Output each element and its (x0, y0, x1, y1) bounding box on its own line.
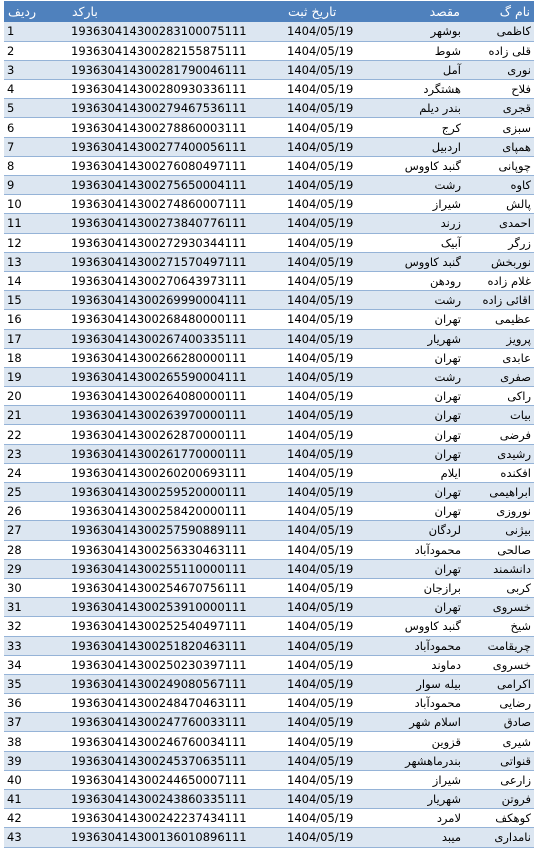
cell-date: 1404/05/19 (284, 732, 368, 751)
cell-row-number: 9 (4, 176, 68, 195)
cell-row-number: 26 (4, 502, 68, 521)
table-row[interactable] (4, 694, 534, 713)
cell-row-number: 7 (4, 137, 68, 156)
table-row[interactable] (4, 367, 534, 386)
cell-destination: رشت (368, 176, 464, 195)
cell-date: 1404/05/19 (284, 502, 368, 521)
cell-date: 1404/05/19 (284, 444, 368, 463)
cell-destination: تهران (368, 444, 464, 463)
cell-row-number: 33 (4, 636, 68, 655)
cell-barcode: 193630414300268480000111 (68, 310, 284, 329)
table-row[interactable] (4, 732, 534, 751)
table-row[interactable] (4, 41, 534, 60)
cell-date: 1404/05/19 (284, 60, 368, 79)
cell-destination: شهریار (368, 790, 464, 809)
table-row[interactable] (4, 790, 534, 809)
cell-destination: تهران (368, 598, 464, 617)
cell-name: چوپانی (464, 156, 534, 175)
cell-row-number: 42 (4, 809, 68, 828)
cell-row-number: 25 (4, 483, 68, 502)
table-row[interactable] (4, 329, 534, 348)
cell-barcode: 193630414300271570497111 (68, 252, 284, 271)
cell-row-number: 29 (4, 559, 68, 578)
cell-barcode: 193630414300251820463111 (68, 636, 284, 655)
table-row[interactable] (4, 291, 534, 310)
cell-row-number: 31 (4, 598, 68, 617)
cell-destination: لردگان (368, 521, 464, 540)
cell-name: صادق (464, 713, 534, 732)
cell-date: 1404/05/19 (284, 252, 368, 271)
cell-name: شیری (464, 732, 534, 751)
cell-barcode: 193630414300265590004111 (68, 367, 284, 386)
cell-date: 1404/05/19 (284, 233, 368, 252)
cell-barcode: 193630414300253910000111 (68, 598, 284, 617)
cell-date: 1404/05/19 (284, 809, 368, 828)
cell-row-number: 36 (4, 694, 68, 713)
cell-destination: برازجان (368, 578, 464, 597)
cell-barcode: 193630414300272930344111 (68, 233, 284, 252)
cell-destination: تهران (368, 483, 464, 502)
cell-destination: رشت (368, 291, 464, 310)
cell-barcode: 193630414300259520000111 (68, 483, 284, 502)
cell-name: صفری (464, 367, 534, 386)
cell-row-number: 28 (4, 540, 68, 559)
cell-destination: شهریار (368, 329, 464, 348)
cell-name: کوهکف (464, 809, 534, 828)
cell-date: 1404/05/19 (284, 598, 368, 617)
table-row[interactable] (4, 348, 534, 367)
table-row[interactable] (4, 310, 534, 329)
cell-date: 1404/05/19 (284, 463, 368, 482)
cell-barcode: 193630414300274860007111 (68, 195, 284, 214)
cell-row-number: 23 (4, 444, 68, 463)
cell-row-number: 16 (4, 310, 68, 329)
cell-destination: اسلام شهر (368, 713, 464, 732)
cell-name: نوری (464, 60, 534, 79)
cell-barcode: 193630414300252540497111 (68, 617, 284, 636)
cell-destination: بوشهر (368, 22, 464, 41)
cell-destination: تهران (368, 425, 464, 444)
cell-barcode: 193630414300283100075111 (68, 22, 284, 41)
cell-destination: تهران (368, 310, 464, 329)
cell-destination: قزوین (368, 732, 464, 751)
cell-barcode: 193630414300282155875111 (68, 41, 284, 60)
cell-destination: شیراز (368, 770, 464, 789)
cell-destination: میبد (368, 828, 464, 847)
cell-name: راکی (464, 387, 534, 406)
cell-row-number: 19 (4, 367, 68, 386)
table-row[interactable] (4, 233, 534, 252)
cell-name: کاوه (464, 176, 534, 195)
cell-destination: کرج (368, 118, 464, 137)
cell-date: 1404/05/19 (284, 291, 368, 310)
cell-date: 1404/05/19 (284, 617, 368, 636)
table-row[interactable] (4, 483, 534, 502)
cell-destination: گنبد کاووس (368, 617, 464, 636)
cell-destination: بندرماهشهر (368, 751, 464, 770)
shipment-sheet (0, 1, 531, 861)
cell-destination: گنبد کاووس (368, 156, 464, 175)
cell-row-number: 1 (4, 22, 68, 41)
cell-row-number: 41 (4, 790, 68, 809)
cell-date: 1404/05/19 (284, 214, 368, 233)
cell-destination: گنبد کاووس (368, 252, 464, 271)
cell-name: همپای (464, 137, 534, 156)
cell-destination: بیله سوار (368, 674, 464, 693)
header-barcode[interactable]: بارکد (72, 4, 98, 19)
cell-destination: رشت (368, 367, 464, 386)
cell-destination: هشتگرد (368, 80, 464, 99)
cell-name: پرویز (464, 329, 534, 348)
cell-date: 1404/05/19 (284, 137, 368, 156)
cell-name: افکنده (464, 463, 534, 482)
cell-destination: محمودآباد (368, 636, 464, 655)
cell-barcode: 193630414300257590889111 (68, 521, 284, 540)
cell-row-number: 14 (4, 271, 68, 290)
cell-date: 1404/05/19 (284, 22, 368, 41)
cell-row-number: 22 (4, 425, 68, 444)
cell-name: فروتن (464, 790, 534, 809)
cell-name: خسروی (464, 655, 534, 674)
header-row-number[interactable]: ردیف (8, 4, 37, 19)
cell-name: چریقامت (464, 636, 534, 655)
cell-row-number: 37 (4, 713, 68, 732)
cell-destination: شیراز (368, 195, 464, 214)
table-row[interactable] (4, 387, 534, 406)
cell-date: 1404/05/19 (284, 406, 368, 425)
cell-destination: بندر دیلم (368, 99, 464, 118)
table-row[interactable] (4, 655, 534, 674)
cell-barcode: 193630414300258420000111 (68, 502, 284, 521)
cell-row-number: 11 (4, 214, 68, 233)
cell-row-number: 10 (4, 195, 68, 214)
cell-destination: محمودآباد (368, 540, 464, 559)
cell-row-number: 15 (4, 291, 68, 310)
cell-date: 1404/05/19 (284, 770, 368, 789)
cell-row-number: 13 (4, 252, 68, 271)
cell-name: بیات (464, 406, 534, 425)
header-row (4, 1, 534, 22)
cell-name: شیخ (464, 617, 534, 636)
table-row[interactable] (4, 463, 534, 482)
cell-name: کاظمی (464, 22, 534, 41)
cell-destination: رودهن (368, 271, 464, 290)
cell-name: کربی (464, 578, 534, 597)
table-row[interactable] (4, 406, 534, 425)
cell-barcode: 193630414300269990004111 (68, 291, 284, 310)
cell-date: 1404/05/19 (284, 540, 368, 559)
cell-date: 1404/05/19 (284, 195, 368, 214)
table-row[interactable] (4, 559, 534, 578)
header-name[interactable]: نام گ (499, 4, 530, 19)
table-row[interactable] (4, 252, 534, 271)
cell-row-number: 39 (4, 751, 68, 770)
table-row[interactable] (4, 80, 534, 99)
cell-barcode: 193630414300281790046111 (68, 60, 284, 79)
cell-name: دانشمند (464, 559, 534, 578)
cell-date: 1404/05/19 (284, 674, 368, 693)
cell-barcode: 193630414300246760034111 (68, 732, 284, 751)
table-row[interactable] (4, 578, 534, 597)
cell-name: پالش (464, 195, 534, 214)
cell-row-number: 8 (4, 156, 68, 175)
cell-date: 1404/05/19 (284, 176, 368, 195)
cell-barcode: 193630414300264080000111 (68, 387, 284, 406)
cell-barcode: 193630414300249080567111 (68, 674, 284, 693)
cell-name: ابراهیمی (464, 483, 534, 502)
cell-date: 1404/05/19 (284, 348, 368, 367)
cell-barcode: 193630414300254670756111 (68, 578, 284, 597)
cell-name: رشیدی (464, 444, 534, 463)
cell-name: فلاح (464, 80, 534, 99)
cell-name: نوربخش (464, 252, 534, 271)
cell-barcode: 193630414300267400335111 (68, 329, 284, 348)
table-row[interactable] (4, 674, 534, 693)
cell-destination: تهران (368, 559, 464, 578)
cell-destination: آمل (368, 60, 464, 79)
cell-date: 1404/05/19 (284, 387, 368, 406)
cell-barcode: 193630414300276080497111 (68, 156, 284, 175)
header-date[interactable]: تاریخ ثبت (288, 4, 337, 19)
table-row[interactable] (4, 214, 534, 233)
cell-row-number: 12 (4, 233, 68, 252)
cell-barcode: 193630414300263970000111 (68, 406, 284, 425)
cell-destination: شوط (368, 41, 464, 60)
table-row[interactable] (4, 502, 534, 521)
cell-barcode: 193630414300242237434111 (68, 809, 284, 828)
table-row[interactable] (4, 751, 534, 770)
table-row[interactable] (4, 195, 534, 214)
cell-destination: آبیک (368, 233, 464, 252)
cell-date: 1404/05/19 (284, 80, 368, 99)
cell-name: نامداری (464, 828, 534, 847)
cell-row-number: 35 (4, 674, 68, 693)
table-row[interactable] (4, 521, 534, 540)
table-header (4, 1, 534, 22)
cell-name: عظیمی (464, 310, 534, 329)
cell-barcode: 193630414300250230397111 (68, 655, 284, 674)
table-row[interactable] (4, 99, 534, 118)
cell-name: قجری (464, 99, 534, 118)
cell-date: 1404/05/19 (284, 521, 368, 540)
cell-row-number: 21 (4, 406, 68, 425)
cell-destination: تهران (368, 406, 464, 425)
cell-barcode: 193630414300261770000111 (68, 444, 284, 463)
cell-date: 1404/05/19 (284, 694, 368, 713)
cell-name: احمدی (464, 214, 534, 233)
cell-barcode: 193630414300245370635111 (68, 751, 284, 770)
cell-name: زارعی (464, 770, 534, 789)
cell-date: 1404/05/19 (284, 636, 368, 655)
cell-barcode: 193630414300136010896111 (68, 828, 284, 847)
header-destination[interactable]: مقصد (429, 4, 460, 19)
cell-row-number: 27 (4, 521, 68, 540)
table-body (4, 22, 534, 847)
table-row[interactable] (4, 713, 534, 732)
cell-name: زرگر (464, 233, 534, 252)
table-row[interactable] (4, 425, 534, 444)
cell-barcode: 193630414300244650007111 (68, 770, 284, 789)
cell-row-number: 3 (4, 60, 68, 79)
cell-barcode: 193630414300247760033111 (68, 713, 284, 732)
cell-name: قنواتی (464, 751, 534, 770)
shipment-table (4, 1, 534, 848)
cell-name: رضایی (464, 694, 534, 713)
cell-row-number: 5 (4, 99, 68, 118)
cell-row-number: 30 (4, 578, 68, 597)
cell-date: 1404/05/19 (284, 655, 368, 674)
cell-row-number: 43 (4, 828, 68, 847)
cell-date: 1404/05/19 (284, 310, 368, 329)
cell-destination: تهران (368, 348, 464, 367)
cell-row-number: 38 (4, 732, 68, 751)
cell-destination: محمودآباد (368, 694, 464, 713)
cell-barcode: 193630414300266280000111 (68, 348, 284, 367)
cell-date: 1404/05/19 (284, 578, 368, 597)
cell-row-number: 2 (4, 41, 68, 60)
cell-row-number: 32 (4, 617, 68, 636)
cell-barcode: 193630414300243860335111 (68, 790, 284, 809)
table-row[interactable] (4, 540, 534, 559)
cell-barcode: 193630414300255110000111 (68, 559, 284, 578)
cell-barcode: 193630414300262870000111 (68, 425, 284, 444)
cell-row-number: 18 (4, 348, 68, 367)
table-row[interactable] (4, 598, 534, 617)
table-row[interactable] (4, 22, 534, 41)
cell-row-number: 17 (4, 329, 68, 348)
cell-name: قلی زاده (464, 41, 534, 60)
table-row[interactable] (4, 271, 534, 290)
cell-row-number: 40 (4, 770, 68, 789)
cell-destination: تهران (368, 387, 464, 406)
cell-date: 1404/05/19 (284, 329, 368, 348)
cell-name: فرضی (464, 425, 534, 444)
cell-destination: تهران (368, 502, 464, 521)
cell-date: 1404/05/19 (284, 367, 368, 386)
cell-name: صالحی (464, 540, 534, 559)
cell-barcode: 193630414300277400056111 (68, 137, 284, 156)
cell-date: 1404/05/19 (284, 271, 368, 290)
cell-date: 1404/05/19 (284, 483, 368, 502)
cell-name: اقائی زاده (464, 291, 534, 310)
cell-barcode: 193630414300270643973111 (68, 271, 284, 290)
cell-date: 1404/05/19 (284, 790, 368, 809)
table-row[interactable] (4, 617, 534, 636)
cell-destination: اردبیل (368, 137, 464, 156)
table-row[interactable] (4, 444, 534, 463)
cell-row-number: 20 (4, 387, 68, 406)
table-row[interactable] (4, 137, 534, 156)
cell-destination: ایلام (368, 463, 464, 482)
cell-row-number: 6 (4, 118, 68, 137)
table-row[interactable] (4, 828, 534, 847)
cell-barcode: 193630414300278860003111 (68, 118, 284, 137)
cell-barcode: 193630414300256330463111 (68, 540, 284, 559)
cell-date: 1404/05/19 (284, 41, 368, 60)
table-row[interactable] (4, 60, 534, 79)
table-row[interactable] (4, 636, 534, 655)
table-row[interactable] (4, 176, 534, 195)
table-row[interactable] (4, 770, 534, 789)
cell-destination: زرند (368, 214, 464, 233)
cell-barcode: 193630414300275650004111 (68, 176, 284, 195)
table-row[interactable] (4, 809, 534, 828)
cell-row-number: 24 (4, 463, 68, 482)
cell-date: 1404/05/19 (284, 99, 368, 118)
cell-date: 1404/05/19 (284, 118, 368, 137)
cell-name: نوروزی (464, 502, 534, 521)
cell-barcode: 193630414300260200693111 (68, 463, 284, 482)
cell-date: 1404/05/19 (284, 828, 368, 847)
cell-name: بیژنی (464, 521, 534, 540)
table-row[interactable] (4, 156, 534, 175)
cell-name: غلام زاده (464, 271, 534, 290)
table-row[interactable] (4, 118, 534, 137)
cell-date: 1404/05/19 (284, 713, 368, 732)
cell-name: خسروی (464, 598, 534, 617)
cell-barcode: 193630414300248470463111 (68, 694, 284, 713)
cell-row-number: 34 (4, 655, 68, 674)
cell-destination: دماوند (368, 655, 464, 674)
cell-date: 1404/05/19 (284, 425, 368, 444)
cell-date: 1404/05/19 (284, 156, 368, 175)
cell-destination: لامرد (368, 809, 464, 828)
cell-date: 1404/05/19 (284, 751, 368, 770)
cell-date: 1404/05/19 (284, 559, 368, 578)
cell-name: اکرامی (464, 674, 534, 693)
cell-row-number: 4 (4, 80, 68, 99)
cell-barcode: 193630414300279467536111 (68, 99, 284, 118)
cell-name: عابدی (464, 348, 534, 367)
cell-barcode: 193630414300280930336111 (68, 80, 284, 99)
cell-name: سبزی (464, 118, 534, 137)
cell-barcode: 193630414300273840776111 (68, 214, 284, 233)
